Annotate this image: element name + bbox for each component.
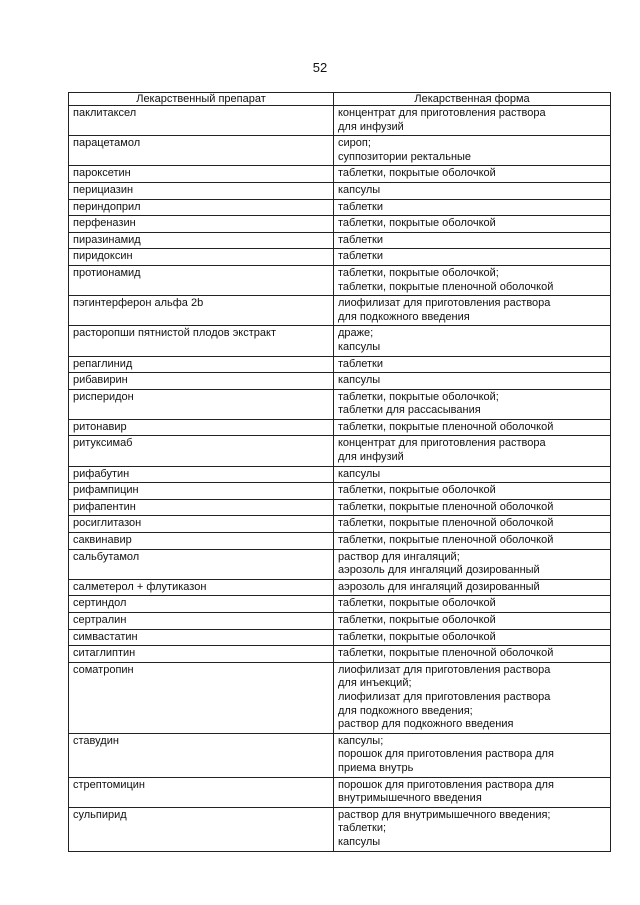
dosage-form-line: таблетки, покрытые пленочной оболочкой xyxy=(338,420,554,433)
drug-name-cell: перициазин xyxy=(69,182,334,199)
dosage-form-line: приема внутрь xyxy=(338,761,414,774)
dosage-form-line: таблетки, покрытые оболочкой xyxy=(338,484,496,497)
drug-name-cell: симвастатин xyxy=(69,629,334,646)
dosage-form-line: сироп; xyxy=(338,137,371,150)
table-row xyxy=(69,373,611,390)
table-row xyxy=(69,389,611,419)
dosage-form-line: таблетки xyxy=(338,233,384,246)
dosage-form-line: таблетки xyxy=(338,200,384,213)
dosage-form-line: таблетки для рассасывания xyxy=(338,404,481,417)
dosage-form-cell xyxy=(334,483,611,500)
dosage-form-cell xyxy=(334,646,611,663)
drug-name-cell: соматропин xyxy=(69,662,334,733)
dosage-form-line: таблетки, покрытые пленочной оболочкой xyxy=(338,647,554,660)
table-row xyxy=(69,662,611,733)
table-row xyxy=(69,356,611,373)
drug-name-cell: протионамид xyxy=(69,265,334,295)
dosage-form-line: для подкожного введения; xyxy=(338,704,473,717)
table-row xyxy=(69,733,611,777)
drug-name-cell: салметерол + флутиказон xyxy=(69,579,334,596)
dosage-form-cell xyxy=(334,136,611,166)
drug-table xyxy=(68,92,611,852)
table-row xyxy=(69,296,611,326)
dosage-form-cell xyxy=(334,216,611,233)
table-row xyxy=(69,533,611,550)
dosage-form-cell xyxy=(334,389,611,419)
table-row xyxy=(69,579,611,596)
dosage-form-line: аэрозоль для ингаляций дозированный xyxy=(338,564,540,577)
table-row xyxy=(69,466,611,483)
dosage-form-cell xyxy=(334,373,611,390)
table-row xyxy=(69,499,611,516)
dosage-form-cell xyxy=(334,533,611,550)
drug-name-cell: сертралин xyxy=(69,613,334,630)
drug-name-cell: пэгинтерферон альфа 2b xyxy=(69,296,334,326)
drug-name-cell: ситаглиптин xyxy=(69,646,334,663)
table-row xyxy=(69,419,611,436)
dosage-form-cell xyxy=(334,296,611,326)
table-row xyxy=(69,166,611,183)
dosage-form-cell xyxy=(334,807,611,851)
dosage-form-cell xyxy=(334,777,611,807)
drug-name-cell: рибавирин xyxy=(69,373,334,390)
drug-name-cell: ставудин xyxy=(69,733,334,777)
table-row xyxy=(69,807,611,851)
drug-name-cell: сертиндол xyxy=(69,596,334,613)
dosage-form-line: таблетки xyxy=(338,250,384,263)
dosage-form-line: капсулы xyxy=(338,340,381,353)
drug-name-cell: ритонавир xyxy=(69,419,334,436)
dosage-form-cell xyxy=(334,166,611,183)
dosage-form-line: капсулы xyxy=(338,374,381,387)
dosage-form-line: внутримышечного введения xyxy=(338,792,482,805)
dosage-form-line: концентрат для приготовления раствора xyxy=(338,107,546,119)
table-row xyxy=(69,199,611,216)
dosage-form-line: таблетки, покрытые оболочкой xyxy=(338,630,496,643)
drug-name-cell: сальбутамол xyxy=(69,549,334,579)
dosage-form-line: порошок для приготовления раствора для xyxy=(338,748,554,761)
dosage-form-line: концентрат для приготовления раствора xyxy=(338,437,546,450)
dosage-form-cell xyxy=(334,419,611,436)
drug-name-cell: периндоприл xyxy=(69,199,334,216)
dosage-form-line: капсулы; xyxy=(338,734,384,747)
dosage-form-cell xyxy=(334,579,611,596)
drug-name-cell: сульпирид xyxy=(69,807,334,851)
drug-name-cell: росиглитазон xyxy=(69,516,334,533)
dosage-form-cell xyxy=(334,249,611,266)
drug-name-cell: рифапентин xyxy=(69,499,334,516)
drug-name-cell: пиридоксин xyxy=(69,249,334,266)
dosage-form-cell xyxy=(334,516,611,533)
dosage-form-cell xyxy=(334,613,611,630)
dosage-form-line: для инфузий xyxy=(338,120,404,133)
dosage-form-line: таблетки, покрытые оболочкой xyxy=(338,614,496,626)
table-row xyxy=(69,265,611,295)
dosage-form-line: таблетки, покрытые пленочной оболочкой xyxy=(338,517,554,530)
dosage-form-line: для подкожного введения xyxy=(338,310,470,323)
drug-name-cell: ритуксимаб xyxy=(69,436,334,466)
dosage-form-cell xyxy=(334,549,611,579)
dosage-form-line: суппозитории ректальные xyxy=(338,150,472,163)
table-row xyxy=(69,613,611,630)
page-number: 52 xyxy=(312,60,328,75)
drug-name-cell: рифампицин xyxy=(69,483,334,500)
drug-name-cell: паклитаксел xyxy=(69,106,334,136)
dosage-form-cell xyxy=(334,629,611,646)
table-row xyxy=(69,646,611,663)
dosage-form-line: капсулы xyxy=(338,467,381,480)
table-row xyxy=(69,106,611,136)
dosage-form-line: лиофилизат для приготовления раствора xyxy=(338,663,551,676)
dosage-form-line: раствор для ингаляций; xyxy=(338,550,460,563)
drug-name-cell: стрептомицин xyxy=(69,777,334,807)
drug-name-cell: репаглинид xyxy=(69,356,334,373)
dosage-form-line: драже; xyxy=(338,327,374,340)
dosage-form-cell xyxy=(334,466,611,483)
table-row xyxy=(69,549,611,579)
dosage-form-cell xyxy=(334,326,611,356)
table-row xyxy=(69,516,611,533)
dosage-form-line: порошок для приготовления раствора для xyxy=(338,778,554,791)
dosage-form-line: капсулы xyxy=(338,183,381,196)
table-row xyxy=(69,216,611,233)
dosage-form-line: аэрозоль для ингаляций дозированный xyxy=(338,580,540,593)
table-row xyxy=(69,232,611,249)
dosage-form-cell xyxy=(334,733,611,777)
table-row xyxy=(69,136,611,166)
dosage-form-cell xyxy=(334,182,611,199)
dosage-form-line: лиофилизат для приготовления раствора xyxy=(338,690,551,703)
dosage-form-line: таблетки, покрытые оболочкой; xyxy=(338,266,499,279)
table-row xyxy=(69,182,611,199)
column-header-form: Лекарственная форма xyxy=(334,93,611,106)
dosage-form-line: таблетки, покрытые пленочной оболочкой xyxy=(338,534,554,547)
dosage-form-line: таблетки, покрытые оболочкой xyxy=(338,217,496,230)
drug-name-cell: рифабутин xyxy=(69,466,334,483)
dosage-form-line: таблетки, покрытые пленочной оболочкой xyxy=(338,500,554,513)
table-header-row xyxy=(69,93,611,106)
table-row xyxy=(69,436,611,466)
dosage-form-cell xyxy=(334,356,611,373)
table-row xyxy=(69,777,611,807)
dosage-form-line: таблетки, покрытые оболочкой xyxy=(338,597,496,610)
dosage-form-line: для инфузий xyxy=(338,451,404,464)
dosage-form-cell xyxy=(334,436,611,466)
dosage-form-line: таблетки xyxy=(338,357,384,370)
dosage-form-line: лиофилизат для приготовления раствора xyxy=(338,297,551,310)
table-row xyxy=(69,249,611,266)
column-header-drug: Лекарственный препарат xyxy=(69,93,334,106)
drug-name-cell: пиразинамид xyxy=(69,232,334,249)
table-body xyxy=(69,106,611,852)
dosage-form-cell xyxy=(334,662,611,733)
table-row xyxy=(69,629,611,646)
dosage-form-cell xyxy=(334,232,611,249)
drug-name-cell: парацетамол xyxy=(69,136,334,166)
dosage-form-cell xyxy=(334,106,611,136)
drug-name-cell: расторопши пятнистой плодов экстракт xyxy=(69,326,334,356)
table-row xyxy=(69,596,611,613)
dosage-form-cell xyxy=(334,499,611,516)
table-row xyxy=(69,483,611,500)
dosage-form-line: капсулы xyxy=(338,835,381,848)
drug-name-cell: рисперидон xyxy=(69,389,334,419)
drug-name-cell: перфеназин xyxy=(69,216,334,233)
dosage-form-cell xyxy=(334,199,611,216)
table-row xyxy=(69,326,611,356)
dosage-form-line: для инъекций; xyxy=(338,677,412,690)
dosage-form-line: таблетки, покрытые оболочкой xyxy=(338,167,496,180)
dosage-form-cell xyxy=(334,265,611,295)
dosage-form-line: таблетки, покрытые пленочной оболочкой xyxy=(338,280,554,293)
dosage-form-line: раствор для внутримышечного введения; xyxy=(338,808,551,821)
dosage-form-line: таблетки, покрытые оболочкой; xyxy=(338,390,499,403)
dosage-form-line: таблетки; xyxy=(338,822,387,835)
dosage-form-line: раствор для подкожного введения xyxy=(338,718,514,731)
drug-name-cell: пароксетин xyxy=(69,166,334,183)
dosage-form-cell xyxy=(334,596,611,613)
drug-name-cell: саквинавир xyxy=(69,533,334,550)
